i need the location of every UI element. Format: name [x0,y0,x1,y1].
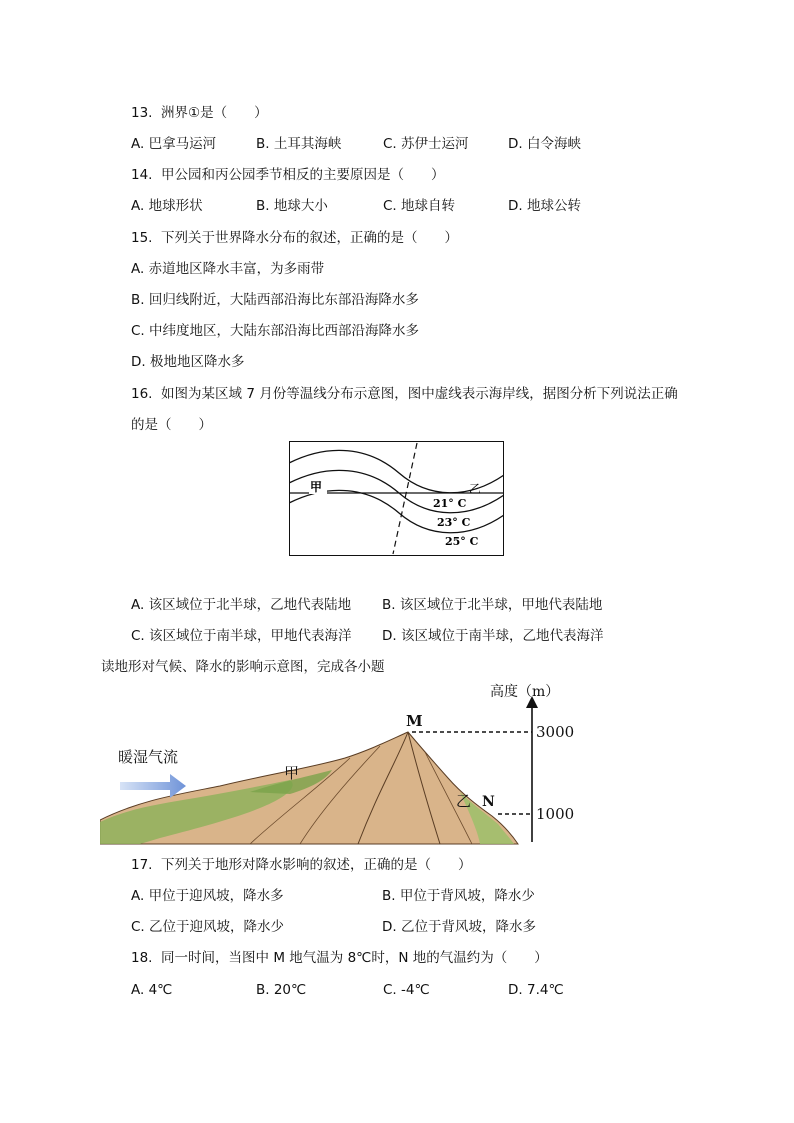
section-intro: 读地形对气候、降水的影响示意图，完成各小题 [101,659,385,675]
question-17-option-a: A. 甲位于迎风坡，降水多 [131,888,284,904]
question-15-option-a: A. 赤道地区降水丰富，为多雨带 [131,261,325,277]
label-yi: 乙 [469,482,482,496]
question-18-option-c: C. -4℃ [383,982,430,998]
question-13-option-a: A. 巴拿马运河 [131,136,217,152]
elevation-1000: 1000 [536,805,575,823]
isotherm-label-23: 23° C [437,516,471,529]
question-18-option-a: A. 4℃ [131,982,173,998]
question-13-option-d: D. 白令海峡 [508,136,581,152]
slope-label-jia: 甲 [284,764,300,782]
point-label-n: N [482,794,495,810]
question-17-option-c: C. 乙位于迎风坡，降水少 [131,919,285,935]
question-15-option-b: B. 回归线附近，大陆西部沿海比东部沿海降水多 [131,292,419,308]
question-13-stem: 13. 洲界①是（ ） [131,105,268,121]
question-14-option-a: A. 地球形状 [131,198,203,214]
height-axis-label: 高度（m） [490,684,560,700]
question-14-stem: 14. 甲公园和丙公园季节相反的主要原因是（ ） [131,167,445,183]
question-17-stem: 17. 下列关于地形对降水影响的叙述，正确的是（ ） [131,857,472,873]
question-18-stem: 18. 同一时间，当图中 M 地气温为 8℃时，N 地的气温约为（ ） [131,950,548,966]
question-14-option-d: D. 地球公转 [508,198,581,214]
question-17-option-d: D. 乙位于背风坡，降水多 [382,919,536,935]
question-17-option-b: B. 甲位于背风坡，降水少 [382,888,535,904]
question-14-option-c: C. 地球自转 [383,198,456,214]
isotherm-label-25: 25° C [445,535,479,548]
question-16-option-a: A. 该区域位于北半球，乙地代表陆地 [131,597,352,613]
question-13-option-b: B. 土耳其海峡 [256,136,342,152]
question-18-option-d: D. 7.4℃ [508,982,564,998]
elevation-3000: 3000 [536,723,575,741]
question-16-option-b: B. 该区域位于北半球，甲地代表陆地 [382,597,603,613]
peak-label-m: M [406,712,423,730]
question-14-option-b: B. 地球大小 [256,198,328,214]
question-16-option-c: C. 该区域位于南半球，甲地代表海洋 [131,628,352,644]
question-16-stem-line2: 的是（ ） [131,417,212,433]
slope-label-yi: 乙 [456,792,472,810]
question-15-option-c: C. 中纬度地区，大陆东部沿海比西部沿海降水多 [131,323,420,339]
question-16-option-d: D. 该区域位于南半球，乙地代表海洋 [382,628,604,644]
question-18-option-b: B. 20℃ [256,982,307,998]
question-13-option-c: C. 苏伊士运河 [383,136,469,152]
airflow-label: 暖湿气流 [118,748,179,766]
isotherm-label-21: 21° C [433,497,467,510]
isotherm-figure [289,441,504,556]
question-15-stem: 15. 下列关于世界降水分布的叙述，正确的是（ ） [131,230,459,246]
question-16-stem-line1: 16. 如图为某区域 7 月份等温线分布示意图，图中虚线表示海岸线，据图分析下列说法正确 [131,386,678,402]
label-jia: 甲 [310,480,323,494]
mountain-figure [100,682,600,847]
question-15-option-d: D. 极地地区降水多 [131,354,245,370]
